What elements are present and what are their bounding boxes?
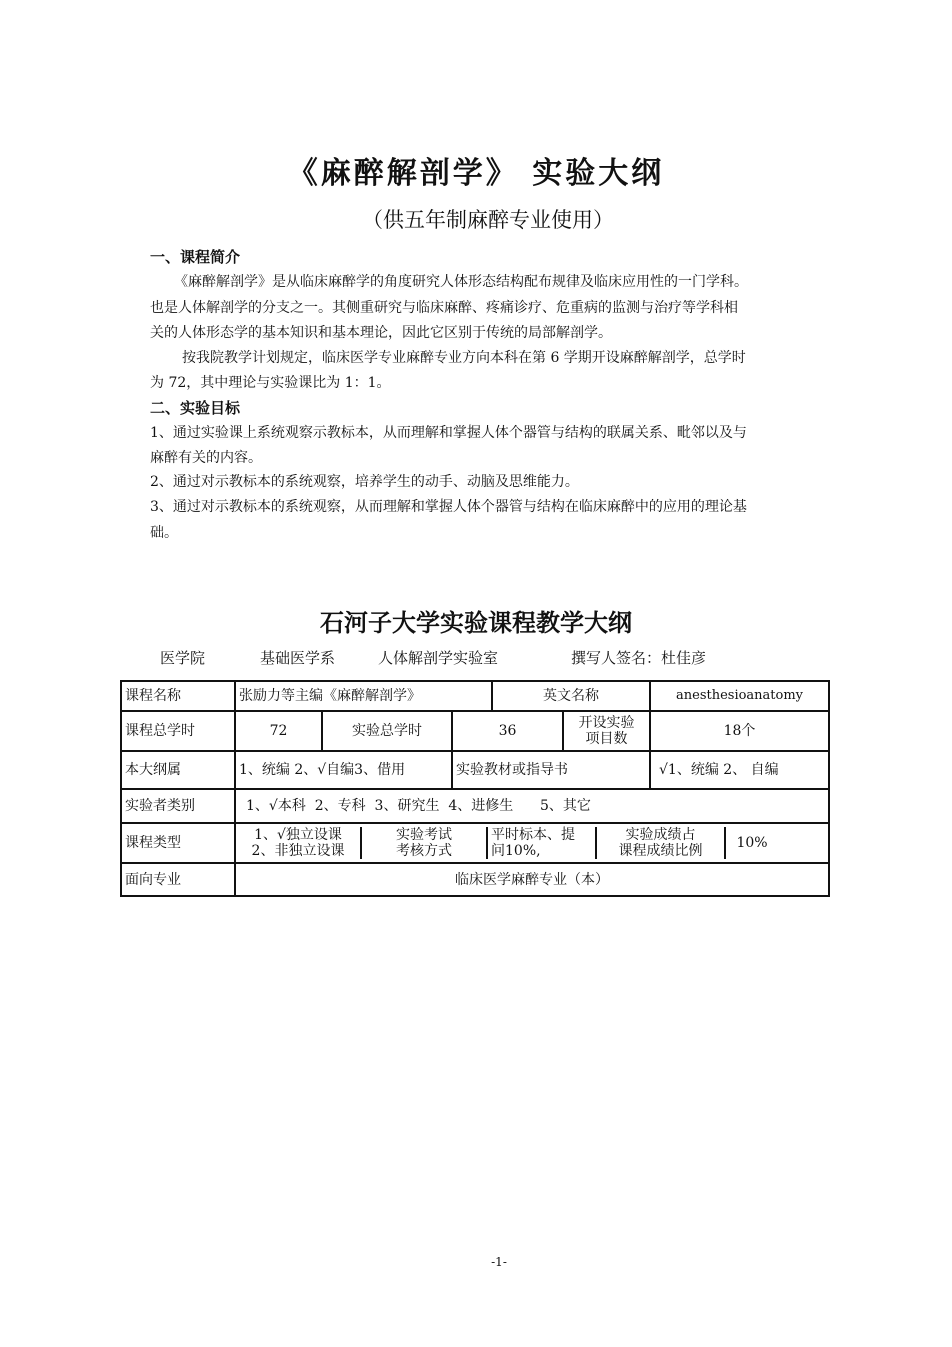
table-row bbox=[121, 751, 829, 789]
course-name-value: 张励力等主编《麻醉解剖学》 bbox=[235, 681, 492, 711]
paragraph-line: 为 72，其中理论与实验课比为 1：1。 bbox=[150, 375, 391, 391]
project-count-value: 18个 bbox=[650, 711, 829, 751]
course-type-value bbox=[236, 827, 360, 859]
page-number: -1- bbox=[491, 1255, 507, 1269]
paragraph-line: 按我院教学计划规定，临床医学专业麻醉专业方向本科在第 6 学期开设麻醉解剖学，总学时 bbox=[182, 350, 746, 366]
paragraph-line: 1、通过实验课上系统观察示教标本，从而理解和掌握人体个器管与结构的联属关系、毗邻以及与 bbox=[150, 425, 747, 441]
lab-name: 人体解剖学实验室 bbox=[378, 649, 499, 667]
author-signature: 撰写人签名：杜佳彦 bbox=[571, 649, 707, 667]
cell-label: 课程总学时 bbox=[121, 711, 235, 751]
exam-method-label bbox=[360, 827, 486, 859]
college-name: 医学院 bbox=[160, 649, 206, 667]
table-row bbox=[121, 711, 829, 751]
cell-label: 实验者类别 bbox=[121, 789, 235, 823]
paragraph-line: 麻醉有关的内容。 bbox=[150, 450, 262, 466]
exam-method-value-line: 问10%, bbox=[491, 843, 541, 859]
cell-label: 课程类型 bbox=[121, 823, 235, 863]
page-subtitle: （供五年制麻醉专业使用） bbox=[362, 208, 614, 232]
cell-label: 本大纲属 bbox=[121, 751, 235, 789]
target-major-value: 临床医学麻醉专业（本） bbox=[235, 863, 829, 896]
page-title: 《麻醉解剖学》 实验大纲 bbox=[287, 156, 665, 191]
exam-method-label-line: 考核方式 bbox=[396, 843, 452, 859]
project-count-label bbox=[563, 711, 650, 751]
grade-ratio-value: 10% bbox=[724, 827, 778, 859]
paragraph-line: 础。 bbox=[150, 525, 178, 541]
cell-label: 课程名称 bbox=[121, 681, 235, 711]
cell-label: 面向专业 bbox=[121, 863, 235, 896]
material-label: 实验教材或指导书 bbox=[452, 751, 650, 789]
table-row bbox=[121, 681, 829, 711]
syllabus-source-value: 1、统编 2、√自编3、借用 bbox=[235, 751, 452, 789]
department-name: 基础医学系 bbox=[260, 649, 336, 667]
exam-method-value bbox=[486, 827, 595, 859]
course-type-subcells bbox=[236, 827, 828, 859]
syllabus-title: 石河子大学实验课程教学大纲 bbox=[320, 609, 632, 637]
total-hours-value: 72 bbox=[235, 711, 322, 751]
exam-method-label-line: 实验考试 bbox=[396, 827, 452, 843]
course-info-table bbox=[120, 680, 830, 897]
grade-ratio-label-line: 实验成绩占 bbox=[625, 827, 696, 843]
paragraph-line: 关的人体形态学的基本知识和基本理论，因此它区别于传统的局部解剖学。 bbox=[150, 325, 612, 341]
table-row bbox=[121, 823, 829, 863]
course-type-line: 2、非独立设课 bbox=[251, 843, 345, 859]
paragraph-line: 也是人体解剖学的分支之一。其侧重研究与临床麻醉、疼痛诊疗、危重病的监测与治疗等学科相 bbox=[150, 300, 738, 316]
experimenter-category-value: 1、√本科 2、专科 3、研究生 4、进修生 5、其它 bbox=[235, 789, 829, 823]
lab-hours-value: 36 bbox=[452, 711, 563, 751]
paragraph-line: 3、通过对示教标本的系统观察，从而理解和掌握人体个器管与结构在临床麻醉中的应用的理论基 bbox=[150, 499, 747, 515]
section-heading-goals: 二、实验目标 bbox=[150, 399, 241, 417]
section-heading-intro: 一、课程简介 bbox=[150, 248, 241, 266]
exam-method-value-line: 平时标本、提 bbox=[491, 827, 575, 843]
grade-ratio-label bbox=[595, 827, 724, 859]
table-row bbox=[121, 863, 829, 896]
paragraph-line: 2、通过对示教标本的系统观察，培养学生的动手、动脑及思维能力。 bbox=[150, 474, 579, 490]
project-count-label-line: 开设实验 bbox=[578, 715, 635, 731]
paragraph-line: 《麻醉解剖学》是从临床麻醉学的角度研究人体形态结构配布规律及临床应用性的一门学科。 bbox=[174, 274, 748, 290]
material-value: √1、统编 2、 自编 bbox=[650, 751, 829, 789]
project-count-label-line: 项目数 bbox=[585, 731, 628, 747]
grade-ratio-label-line: 课程成绩比例 bbox=[618, 843, 703, 859]
course-type-line: 1、√独立设课 bbox=[254, 827, 342, 843]
english-name-value: anesthesioanatomy bbox=[650, 681, 829, 711]
lab-hours-label: 实验总学时 bbox=[322, 711, 452, 751]
table-row bbox=[121, 789, 829, 823]
english-name-label: 英文名称 bbox=[492, 681, 650, 711]
course-type-cell bbox=[235, 823, 829, 863]
